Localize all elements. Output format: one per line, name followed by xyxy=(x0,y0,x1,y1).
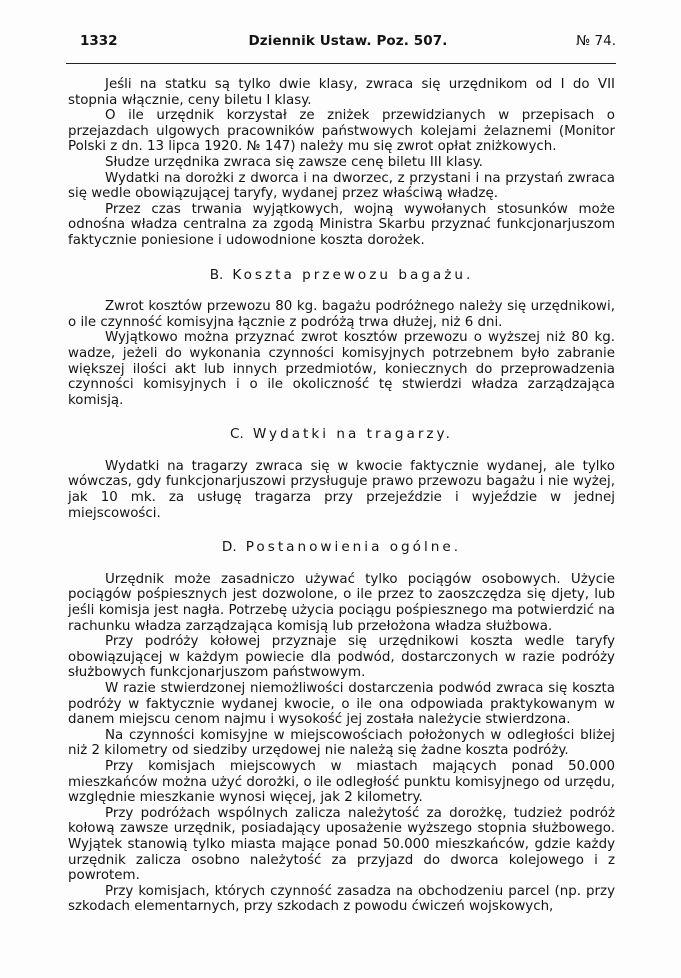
paragraph: Słudze urzędnika zwraca się zawsze cenę biletu III klasy. xyxy=(105,154,483,170)
section-letter: B. xyxy=(209,266,224,283)
paragraph: Przez czas trwania wyjątkowych, wojną wywołanych stosunków może odnośna władza centralna za zgodą Ministra Skarbu przyznać funkcjonarjuszom faktycznie poniesione i udowodnione koszta dorożek. xyxy=(68,201,615,248)
paragraph: Wydatki na tragarzy zwraca się w kwocie faktycznie wydanej, ale tylko wówczas, gdy funkcjonarjuszowi przysługuje prawo przewozu bagażu i nie wyżej, jak 10 mk. za usługę tragarza przy przejeździe i wyjeździe w jednej miejscowości. xyxy=(68,458,615,521)
paragraph: Na czynności komisyjne w miejscowościach położonych w odległości bliżej niż 2 kilometry od siedziby urzędowej nie należą się żadne koszta podróży. xyxy=(68,727,615,759)
paragraph: Wydatki na dorożki z dworca i na dworzec, z przystani i na przystań zwraca się wedle obowiązującej taryfy, wydanej przez właściwą władzę. xyxy=(68,170,615,202)
paragraph: Wyjątkowo można przyznać zwrot kosztów przewozu o wyższej niż 80 kg. wadze, jeżeli do wykonania czynności komisyjnych potrzebnem było zabranie większej ilości akt lub innych przedmiotów, koniecznych do przeprowadzenia czynności komisyjnych i o ile okoliczność tę stwierdzi władza zarządzająca komisją. xyxy=(68,330,615,408)
section-title: Postanowienia ogólne. xyxy=(245,539,462,556)
issue-number: № 74. xyxy=(576,33,616,49)
section-heading-d xyxy=(68,540,615,556)
paragraph: Zwrot kosztów przewozu 80 kg. bagażu podróżnego należy się urzędnikowi, o ile czynność komisyjna łącznie z podróżą trwa dłużej, niż 6 dni. xyxy=(68,299,615,330)
section-letter: D. xyxy=(221,539,237,556)
journal-title: Dziennik Ustaw. Poz. 507. xyxy=(248,33,448,49)
section-title: Wydatki na tragarzy. xyxy=(252,426,453,443)
paragraph: Urzędnik może zasadniczo używać tylko pociągów osobowych. Użycie pociągów pośpiesznych jest dozwolone, o ile przez to zaoszczędza się djety, lub jeśli komisja jest nagła. Potrzebę użycia pociągu pośpiesznego ma potwierdzić na rachunku władza zarządzająca komisją lub przełożona władza służbowa. xyxy=(68,571,615,634)
section-letter: C. xyxy=(230,426,244,443)
page-header xyxy=(80,33,616,55)
paragraph: O ile urzędnik korzystał ze zniżek przewidzianych w przepisach o przejazdach ulgowych pracowników państwowych kolejami żelaznemi (Monitor Polski z dn. 13 lipca 1920. № 147) należy mu się zwrot opłat zniżkowych. xyxy=(68,108,615,155)
header-rule xyxy=(66,63,616,64)
paragraph: Przy komisjach, których czynność zasadza na obchodzeniu parcel (np. przy szkodach elementarnych, przy szkodach z powodu ćwiczeń wojskowych, xyxy=(68,883,615,915)
page-number: 1332 xyxy=(80,33,118,49)
section-heading-b xyxy=(68,268,615,284)
paragraph: W razie stwierdzonej niemożliwości dostarczenia podwód zwraca się koszta podróży w faktycznie wydanej kwocie, o ile ona odpowiada praktykowanym w danem miejscu cenom najmu i wysokość jej została należycie stwierdzona. xyxy=(68,681,615,728)
section-heading-c xyxy=(68,427,615,443)
paragraph: Przy podróżach wspólnych zalicza należytość za dorożkę, tudzież podróż kołową zawsze urzędnik, posiadający uposażenie wyższego stopnia służbowego. Wyjątek stanowią tylko miasta mające ponad 50.000 mieszkańców, gdzie każdy urzędnik zalicza osobno należytość za przyjazd do dworca kolejowego i z powrotem. xyxy=(68,805,615,884)
paragraph: Przy podróży kołowej przyznaje się urzędnikowi koszta wedle taryfy obowiązującej w każdym powiecie dla podwód, dostarczonych w razie podróży służbowych funkcjonarjuszom państwowym. xyxy=(68,634,615,681)
paragraph: Jeśli na statku są tylko dwie klasy, zwraca się urzędnikom od I do VII stopnia włącznie, ceny biletu I klasy. xyxy=(68,77,615,108)
section-title: Koszta przewozu bagażu. xyxy=(232,266,474,283)
document-body xyxy=(68,77,615,915)
paragraph: Przy komisjach miejscowych w miastach mających ponad 50.000 mieszkańców można użyć dorożki, o ile odległość punktu komisyjnego od urzędu, względnie mieszkanie wynosi więcej, jak 2 kilometry. xyxy=(68,758,615,806)
